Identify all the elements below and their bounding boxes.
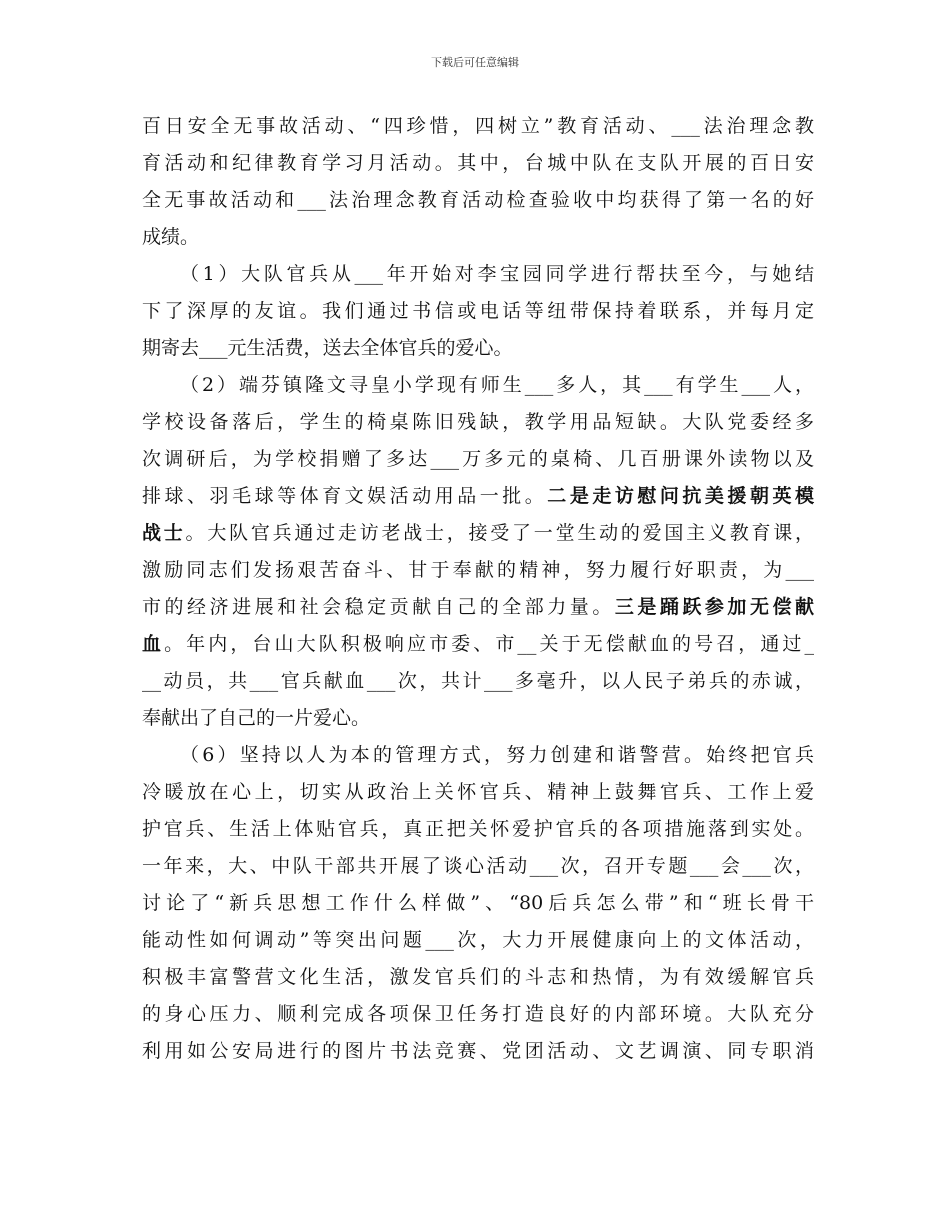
text-line — [142, 108, 814, 145]
text-line — [142, 330, 814, 367]
text-segment: 奉献出了自己的一片爱心。 — [142, 707, 371, 729]
bold-text-segment: 二是走访慰问抗美援朝英模 — [547, 485, 814, 507]
page-header: 下载后可任意编辑 — [431, 56, 519, 69]
text-segment: 一年来，大、中队干部共开展了谈心活动___次，召开专题___会___次， — [142, 855, 814, 877]
text-line — [142, 145, 814, 182]
text-segment: （2）端芬镇隆文寻皇小学现有师生___多人，其___有学生___人， — [180, 374, 814, 396]
text-line — [142, 885, 814, 922]
text-segment: 成绩。 — [142, 226, 200, 248]
text-line — [142, 996, 814, 1033]
text-line — [142, 256, 814, 293]
text-line — [142, 663, 814, 700]
text-line — [142, 922, 814, 959]
text-line — [142, 219, 814, 256]
text-line — [142, 700, 814, 737]
text-segment: __动员，共___官兵献血___次，共计___多毫升，以人民子弟兵的赤诚， — [142, 670, 814, 692]
text-segment: 排球、羽毛球等体育文娱活动用品一批。 — [142, 485, 548, 507]
text-segment: 百日安全无事故活动、“四珍惜，四树立”教育活动、___法治理念教 — [142, 115, 814, 137]
text-segment: 激励同志们发扬艰苦奋斗、甘于奉献的精神，努力履行好职责，为___ — [142, 559, 814, 581]
text-line — [142, 959, 814, 996]
bold-text-segment: 血 — [142, 633, 165, 655]
text-line — [142, 626, 814, 663]
text-line — [142, 737, 814, 774]
text-line — [142, 404, 814, 441]
text-segment: 冷暖放在心上，切实从政治上关怀官兵、精神上鼓舞官兵、工作上爱 — [142, 781, 814, 803]
text-segment: （1）大队官兵从___年开始对李宝园同学进行帮扶至今，与她结 — [180, 263, 814, 285]
text-line — [142, 774, 814, 811]
text-line — [142, 478, 814, 515]
text-segment: 育活动和纪律教育学习月活动。其中，台城中队在支队开展的百日安 — [142, 152, 814, 174]
text-line — [142, 293, 814, 330]
text-segment: 期寄去___元生活费，送去全体官兵的爱心。 — [142, 337, 513, 359]
text-segment: 下了深厚的友谊。我们通过书信或电话等纽带保持着联系，并每月定 — [142, 300, 814, 322]
text-segment: 护官兵、生活上体贴官兵，真正把关怀爱护官兵的各项措施落到实处。 — [142, 818, 814, 840]
text-segment: 市的经济进展和社会稳定贡献自己的全部力量。 — [142, 596, 615, 618]
text-line — [142, 811, 814, 848]
text-segment: 。大队官兵通过走访老战士，接受了一堂生动的爱国主义教育课， — [185, 522, 814, 544]
text-segment: 利用如公安局进行的图片书法竞赛、党团活动、文艺调演、同专职消 — [142, 1040, 814, 1062]
text-line — [142, 441, 814, 478]
text-segment: 积极丰富警营文化生活，激发官兵们的斗志和热情，为有效缓解官兵 — [142, 966, 814, 988]
text-line — [142, 515, 814, 552]
bold-text-segment: 战士 — [142, 522, 186, 544]
text-line — [142, 1033, 814, 1070]
text-segment: 讨论了“新兵思想工作什么样做”、“80后兵怎么带”和“班长骨干 — [142, 892, 814, 914]
text-line — [142, 589, 814, 626]
document-body — [142, 108, 814, 1070]
bold-text-segment: 三是踊跃参加无偿献 — [614, 596, 814, 618]
text-segment: 。年内，台山大队积极响应市委、市__关于无偿献血的号召，通过_ — [164, 633, 814, 655]
text-line — [142, 848, 814, 885]
text-segment: 全无事故活动和___法治理念教育活动检查验收中均获得了第一名的好 — [142, 189, 814, 211]
text-segment: 次调研后，为学校捐赠了多达___万多元的桌椅、几百册课外读物以及 — [142, 448, 814, 470]
text-segment: 的身心压力、顺利完成各项保卫任务打造良好的内部环境。大队充分 — [142, 1003, 814, 1025]
text-segment: 能动性如何调动”等突出问题___次，大力开展健康向上的文体活动， — [142, 929, 814, 951]
text-line — [142, 367, 814, 404]
text-line — [142, 182, 814, 219]
text-line — [142, 552, 814, 589]
text-segment: 学校设备落后，学生的椅桌陈旧残缺，教学用品短缺。大队党委经多 — [142, 411, 814, 433]
text-segment: （6）坚持以人为本的管理方式，努力创建和谐警营。始终把官兵 — [180, 744, 814, 766]
